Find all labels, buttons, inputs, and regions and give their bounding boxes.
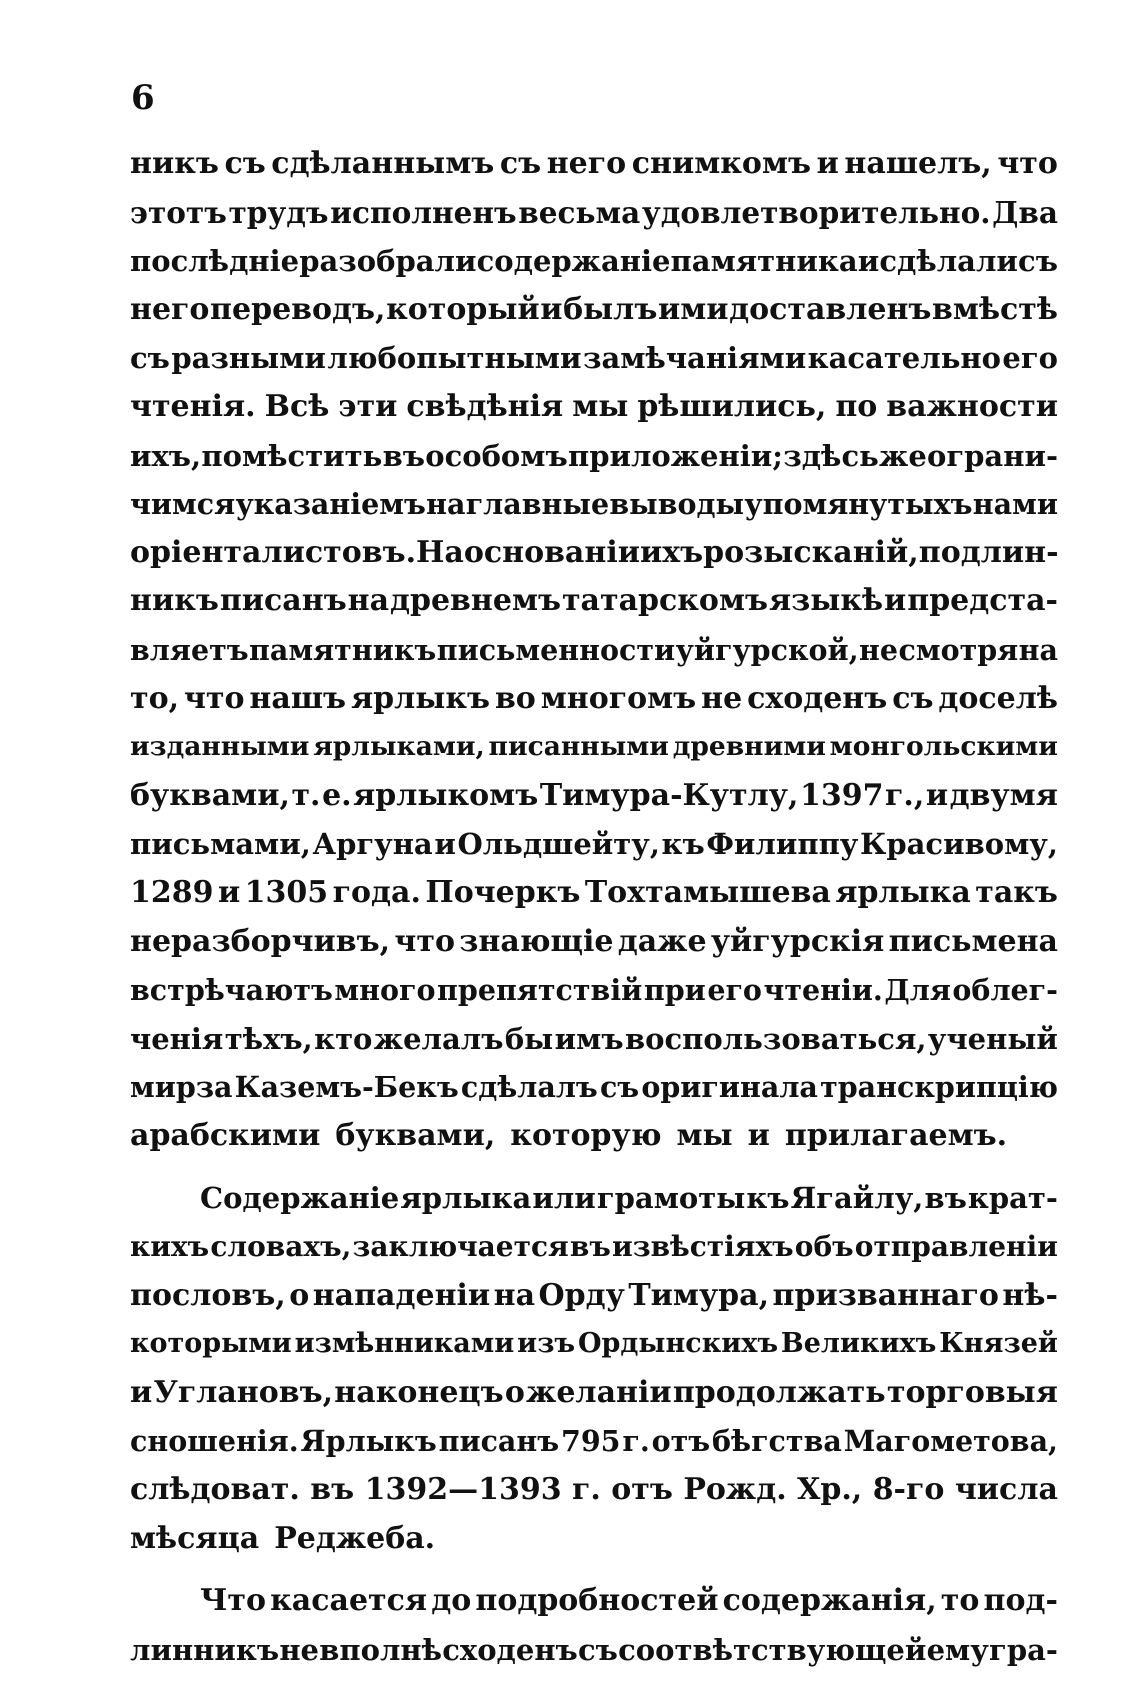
word: то (940, 1583, 980, 1619)
word: Тимура, (628, 1277, 770, 1313)
word: ярлыками, (313, 731, 485, 763)
word: или (532, 1181, 596, 1216)
word: съ (130, 341, 170, 376)
word: разобрали (299, 244, 477, 279)
word: который (386, 291, 540, 327)
word: сдѣлали (879, 244, 1018, 279)
word: касается (270, 1583, 428, 1619)
word: бы (504, 1021, 554, 1056)
word: Для (884, 973, 951, 1008)
word: съ (892, 680, 934, 716)
text-line (130, 1577, 1058, 1626)
word: кихъ (130, 1230, 210, 1264)
word: трудъ (228, 194, 329, 230)
word: по (835, 388, 878, 424)
word: продолжать (672, 1374, 886, 1410)
word: что (997, 146, 1058, 181)
word: прилагаемъ. (784, 1117, 1008, 1153)
word: пословъ, (130, 1277, 286, 1313)
word: словахъ, (210, 1230, 352, 1264)
word: наконецъ (334, 1374, 504, 1410)
word: оригинала (641, 1070, 818, 1105)
word: ученый (927, 1021, 1058, 1056)
word: на (1018, 632, 1058, 667)
word: сдѣлалъ (460, 1070, 598, 1105)
word: сдѣланнымъ (271, 146, 495, 181)
word: которую (510, 1117, 662, 1153)
word: ихъ, (130, 438, 202, 473)
word: которыми (130, 1328, 292, 1360)
word: его (1002, 341, 1058, 376)
text-line (130, 918, 1058, 967)
word: особомъ (425, 438, 568, 473)
text-line (130, 1015, 1058, 1064)
text-line (130, 1369, 1058, 1418)
word: Тохтамышева (584, 874, 831, 910)
word: писанъ (219, 583, 347, 619)
word: Магометова, (843, 1424, 1058, 1459)
word: сношенія. (130, 1424, 299, 1459)
word: же (879, 438, 927, 473)
text-line (130, 723, 1058, 772)
word: въ (310, 1472, 355, 1508)
word: слѣдоват. (130, 1472, 300, 1508)
word: Углановъ, (153, 1374, 334, 1410)
word: Тимура-Кутлу, (539, 777, 799, 813)
word: встрѣчаютъ (130, 973, 333, 1008)
body-text (130, 140, 1058, 1674)
word: многомъ (540, 680, 697, 716)
word: Содержаніе (200, 1181, 400, 1216)
text-line (130, 1272, 1058, 1321)
word: Князей (939, 1328, 1058, 1360)
word: на (426, 487, 466, 522)
word: на (493, 1277, 536, 1313)
word: него (546, 146, 627, 181)
word: важности (886, 388, 1058, 424)
word: здѣсь (783, 438, 879, 473)
word: 1305 (244, 874, 329, 910)
word: ярлыкомъ (353, 777, 539, 813)
word: свѣдѣнія (406, 388, 564, 424)
word: вмѣстѣ (932, 291, 1058, 327)
word: Ягайлу, (790, 1181, 924, 1216)
word: мѣсяца (130, 1520, 260, 1556)
text-line (130, 1515, 1058, 1564)
word: оріенталистовъ. (130, 534, 417, 570)
word: памятника (670, 244, 858, 279)
word: г., (885, 777, 925, 813)
word: линникъ (130, 1632, 280, 1667)
text-line (130, 529, 1058, 578)
word: ченія (130, 1021, 224, 1056)
text-line (130, 432, 1058, 481)
word: его (707, 973, 762, 1008)
word: письменности (436, 632, 676, 667)
word: вляетъ (130, 632, 249, 667)
word: Каземъ-Бекъ (234, 1070, 459, 1105)
word: и (217, 874, 241, 910)
word: предста- (907, 583, 1058, 619)
word: никъ (130, 146, 219, 181)
word: ими (657, 291, 729, 327)
word: монгольскими (829, 731, 1058, 763)
word: торговыя (886, 1374, 1058, 1410)
word: что (183, 680, 245, 716)
word: 1289 (130, 874, 214, 910)
word: крат- (967, 1181, 1058, 1216)
word: неразборчивъ, (130, 923, 391, 959)
text-line (130, 626, 1058, 675)
word: писанными (488, 731, 669, 763)
word: и (540, 291, 563, 327)
word: Ярлыкъ (300, 1424, 437, 1459)
word: Почеркъ (425, 874, 581, 910)
word: и (434, 827, 456, 862)
text-line (130, 675, 1058, 724)
word: бѣгства (712, 1424, 842, 1459)
word: Два (992, 194, 1058, 230)
text-line (130, 189, 1058, 238)
word: вполнѣ (319, 1632, 443, 1667)
word: уйгурскія (710, 923, 885, 959)
word: грамоты (596, 1181, 746, 1216)
word: препятствій (437, 973, 643, 1008)
word: Орду (538, 1277, 625, 1313)
word: заключается (352, 1230, 569, 1264)
word: упомянутыхъ (744, 487, 973, 522)
word: то, (130, 680, 180, 716)
word: двумя (949, 777, 1058, 813)
word: 8-го (872, 1472, 945, 1508)
word: помѣстить (201, 438, 383, 473)
word: нѣ- (1002, 1277, 1058, 1313)
word: ярлыка (400, 1181, 532, 1216)
word: татарскомъ (561, 583, 769, 619)
word: Ордынскихъ (578, 1328, 779, 1360)
word: и (130, 1374, 153, 1410)
word: арабскими (130, 1117, 321, 1153)
word: и (857, 244, 880, 279)
word: уйгурской, (675, 632, 859, 667)
word: къ (661, 827, 705, 862)
word: воспользоваться, (625, 1021, 927, 1056)
word: что (394, 923, 455, 959)
word: эти (338, 388, 398, 424)
word: желалъ (373, 1021, 504, 1056)
word: извѣстіяхъ (611, 1230, 794, 1264)
word: нами (972, 487, 1058, 522)
word: розысканій, (703, 534, 919, 570)
text-line (130, 772, 1058, 821)
word: до (431, 1583, 472, 1619)
word: содержаніе (476, 244, 671, 279)
word: снимкомъ (631, 146, 812, 181)
word: съ (1018, 244, 1058, 279)
text-line (130, 286, 1058, 335)
word: Всѣ (264, 388, 330, 424)
word: исполненъ (330, 194, 517, 230)
word: не (279, 1632, 320, 1667)
word: съ (578, 1632, 618, 1667)
word: изъ (517, 1328, 576, 1360)
word: соотвѣтствующей (618, 1632, 927, 1667)
word: не (859, 632, 899, 667)
word: приложеніи; (567, 438, 783, 473)
word: рѣшились, (637, 388, 827, 424)
word: гра- (989, 1632, 1058, 1667)
word: при (643, 973, 706, 1008)
word: 1392—1393 (364, 1472, 562, 1508)
paragraph-gap (130, 1563, 1058, 1577)
text-line (130, 966, 1058, 1015)
word: письмена (888, 923, 1058, 959)
word: весьма (518, 194, 641, 230)
word: подлин- (918, 534, 1059, 570)
word: под- (983, 1583, 1058, 1619)
word: въ (924, 1181, 967, 1216)
word: ихъ (639, 534, 704, 570)
word: выводы (609, 487, 745, 522)
word: т. (291, 777, 321, 813)
word: Ольдшейту, (457, 827, 660, 862)
text-line (130, 1626, 1058, 1675)
word: и (925, 777, 949, 813)
word: знающіе (459, 923, 614, 959)
word: Что (200, 1583, 266, 1619)
word: нашелъ, (844, 146, 992, 181)
word: облег- (952, 973, 1058, 1008)
word: въ (382, 438, 425, 473)
word: отъ (611, 1472, 673, 1508)
word: на (347, 583, 390, 619)
word: Рожд. (683, 1472, 787, 1508)
text-line (130, 1466, 1058, 1515)
word: ему (926, 1632, 989, 1667)
word: нашъ (249, 680, 347, 716)
word: ограни- (927, 438, 1058, 473)
text-line (130, 820, 1058, 869)
word: Великихъ (780, 1328, 937, 1360)
word: буквами, (130, 777, 290, 813)
text-line (130, 1417, 1058, 1466)
word: подробностей (475, 1583, 719, 1619)
word: мы (572, 388, 629, 424)
text-line (130, 1223, 1058, 1272)
word: Филиппу (706, 827, 859, 862)
word: чтенія. (130, 388, 256, 424)
word: 1397 (799, 777, 884, 813)
word: разными (171, 341, 326, 376)
word: объ (794, 1230, 854, 1264)
word: языкѣ (768, 583, 884, 619)
word: къ (746, 1181, 790, 1216)
text-line (130, 1112, 1058, 1161)
word: числа (954, 1472, 1058, 1508)
word: сходенъ (747, 680, 888, 716)
word: даже (617, 923, 707, 959)
word: смотря (898, 632, 1019, 667)
word: основаніи (463, 534, 640, 570)
word: измѣнниками (294, 1328, 515, 1360)
word: буквами, (335, 1117, 496, 1153)
word: чтеніи. (763, 973, 883, 1008)
word: о (504, 1374, 525, 1410)
word: е. (322, 777, 352, 813)
word: съ (224, 146, 266, 181)
text-line (130, 383, 1058, 432)
word: г. (572, 1472, 601, 1508)
word: этотъ (130, 194, 227, 230)
word: призваннаго (772, 1277, 999, 1313)
text-line (130, 140, 1058, 189)
text-line (130, 869, 1058, 918)
word: мы (676, 1117, 733, 1153)
word: никъ (130, 583, 219, 619)
word: кто (314, 1021, 373, 1056)
word: ярлыкъ (350, 680, 491, 716)
word: доселѣ (938, 680, 1058, 716)
word: указаніемъ (235, 487, 426, 522)
word: касательно (807, 341, 1001, 376)
word: съ (599, 1070, 640, 1105)
word: древними (672, 731, 826, 763)
word: главные (465, 487, 610, 522)
word: имъ (554, 1021, 624, 1056)
word: Аргуна (312, 827, 433, 862)
text-line (130, 1063, 1058, 1112)
word: письмами, (130, 827, 311, 862)
word: нападеніи (312, 1277, 491, 1313)
word: во (494, 680, 536, 716)
word: замѣчаніями (582, 341, 807, 376)
word: На (416, 534, 464, 570)
word: послѣдніе (130, 244, 300, 279)
word: Реджеба. (274, 1520, 436, 1556)
paragraph-gap (130, 1160, 1058, 1174)
word: Хр., (797, 1472, 863, 1508)
word: изданными (130, 731, 310, 763)
word: о (289, 1277, 310, 1313)
word: тѣхъ, (224, 1021, 313, 1056)
word: съ (499, 146, 542, 181)
word: мирза (130, 1070, 233, 1105)
word: отъ (651, 1424, 711, 1459)
word: любопытными (327, 341, 582, 376)
word: такъ (975, 874, 1058, 910)
word: удовлетворительно. (641, 194, 991, 230)
word: него (130, 291, 210, 327)
word: г. (622, 1424, 650, 1459)
text-line (130, 1174, 1058, 1223)
word: доставленъ (729, 291, 932, 327)
word: не (701, 680, 743, 716)
word: много (334, 973, 436, 1008)
word: памятникъ (249, 632, 437, 667)
word: писанъ (438, 1424, 560, 1459)
text-line (130, 480, 1058, 529)
word: былъ (563, 291, 658, 327)
word: желаніи (526, 1374, 672, 1410)
word: сходенъ (442, 1632, 578, 1667)
word: ярлыка (835, 874, 971, 910)
text-line (130, 334, 1058, 383)
word: и (816, 146, 839, 181)
page-number: 6 (131, 78, 155, 118)
word: чимся (130, 487, 236, 522)
word: Красивому, (859, 827, 1058, 862)
text-line (130, 237, 1058, 286)
word: и (884, 583, 907, 619)
word: переводъ, (210, 291, 386, 327)
text-line (130, 577, 1058, 626)
word: 795 (561, 1424, 621, 1459)
word: содержанія, (722, 1583, 937, 1619)
word: въ (569, 1230, 611, 1264)
word: транскрипцію (820, 1070, 1058, 1105)
word: и (747, 1117, 770, 1153)
word: года. (332, 874, 421, 910)
word: древнемъ (390, 583, 562, 619)
word: отправленіи (854, 1230, 1058, 1264)
text-line (130, 1320, 1058, 1369)
